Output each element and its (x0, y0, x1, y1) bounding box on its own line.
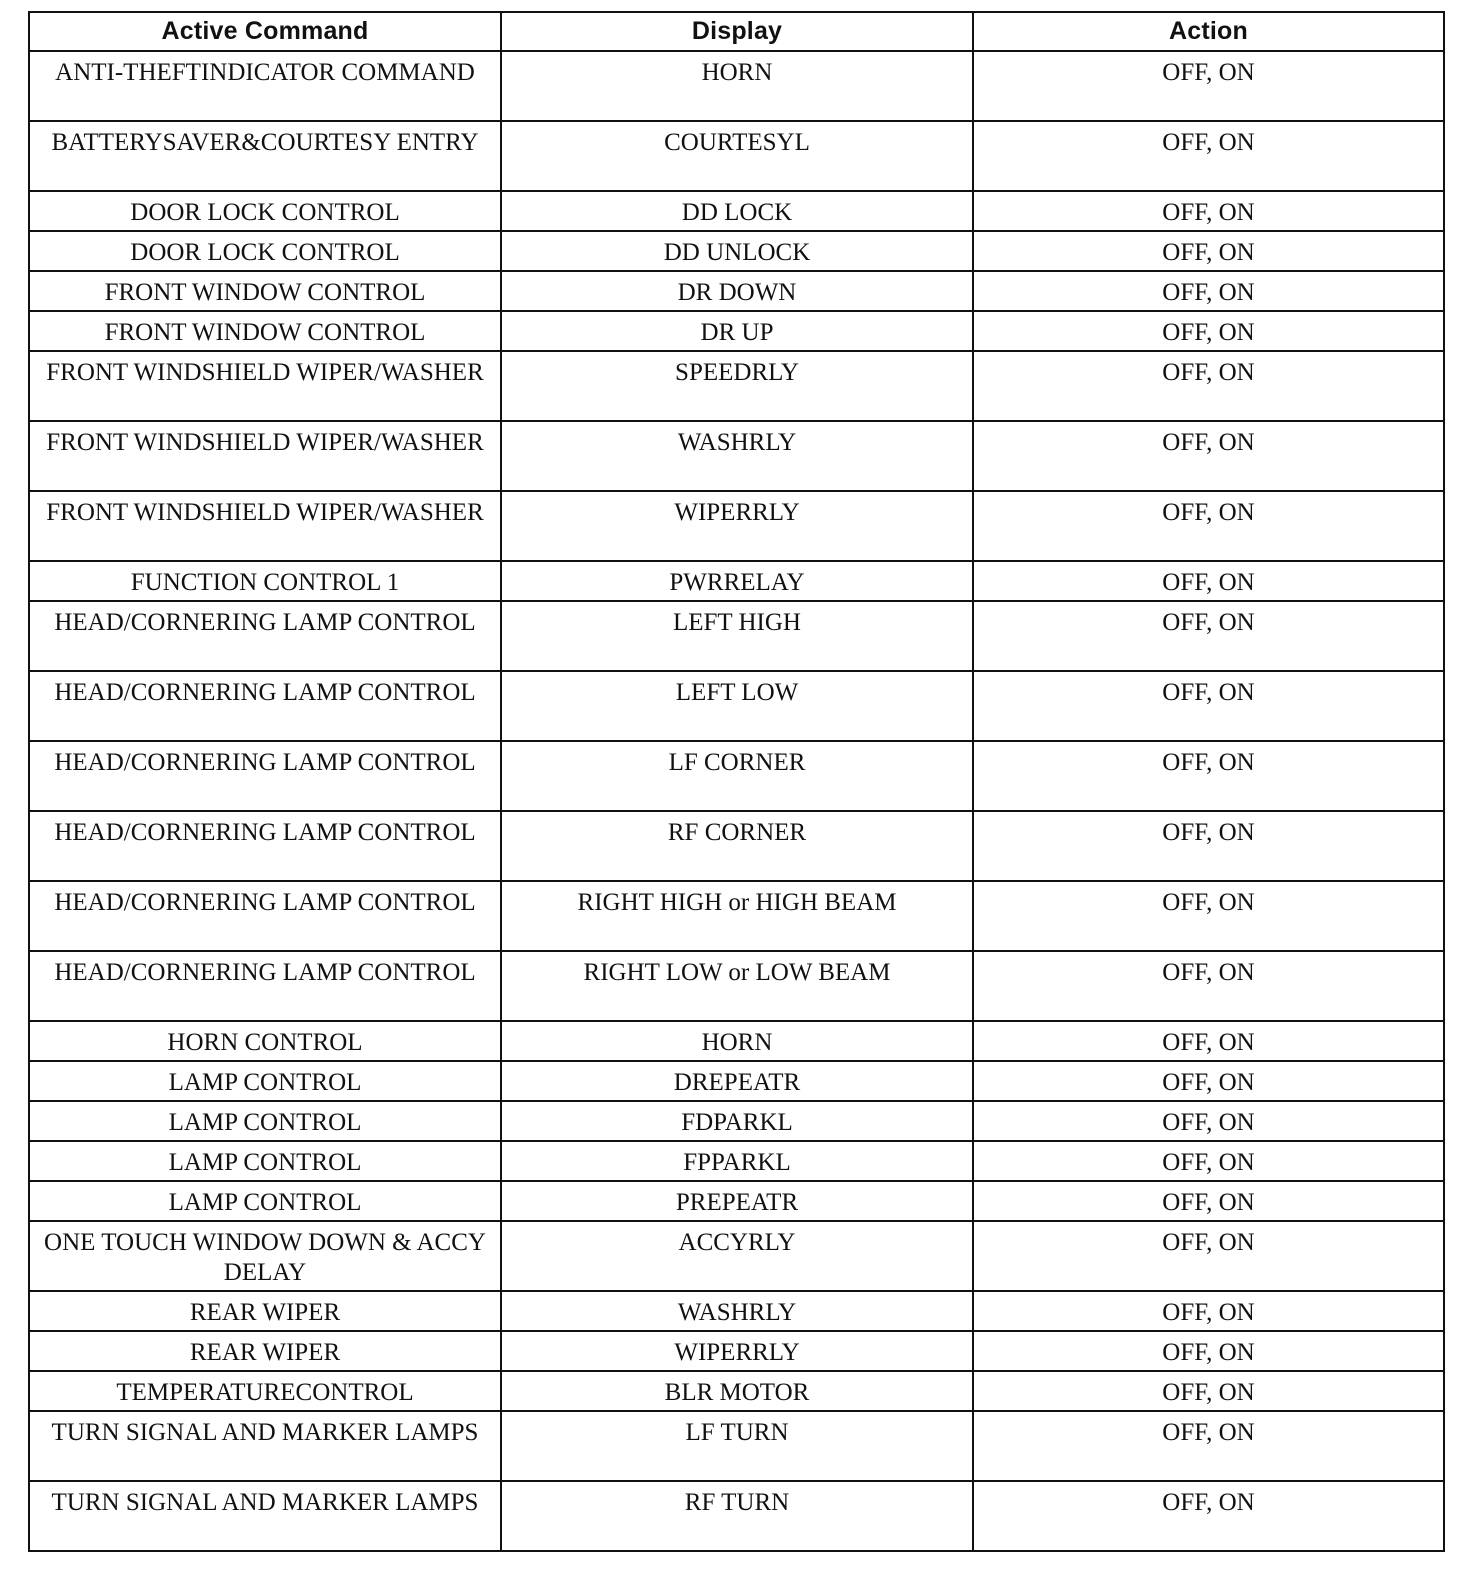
action-cell: OFF, ON (973, 231, 1444, 271)
display-cell: DREPEATR (501, 1061, 973, 1101)
table-row (29, 1411, 1444, 1481)
command-cell: BATTERYSAVER&COURTESY ENTRY (29, 121, 501, 191)
display-cell: LEFT LOW (501, 671, 973, 741)
action-cell: OFF, ON (973, 1061, 1444, 1101)
table-row (29, 741, 1444, 811)
table-body (29, 51, 1444, 1551)
command-cell: DOOR LOCK CONTROL (29, 231, 501, 271)
command-cell: HORN CONTROL (29, 1021, 501, 1061)
display-cell: WASHRLY (501, 1291, 973, 1331)
action-cell: OFF, ON (973, 951, 1444, 1021)
action-cell: OFF, ON (973, 561, 1444, 601)
action-cell: OFF, ON (973, 1371, 1444, 1411)
action-cell: OFF, ON (973, 311, 1444, 351)
table-row (29, 1371, 1444, 1411)
display-cell: DR DOWN (501, 271, 973, 311)
display-cell: DD UNLOCK (501, 231, 973, 271)
table-row (29, 1061, 1444, 1101)
action-cell: OFF, ON (973, 1411, 1444, 1481)
active-command-table-container (28, 11, 1443, 1552)
table-row (29, 881, 1444, 951)
action-cell: OFF, ON (973, 741, 1444, 811)
action-cell: OFF, ON (973, 811, 1444, 881)
action-cell: OFF, ON (973, 881, 1444, 951)
command-cell: ANTI-THEFTINDICATOR COMMAND (29, 51, 501, 121)
header-action: Action (973, 12, 1444, 51)
display-cell: HORN (501, 51, 973, 121)
table-row (29, 121, 1444, 191)
table-row (29, 421, 1444, 491)
action-cell: OFF, ON (973, 191, 1444, 231)
display-cell: SPEEDRLY (501, 351, 973, 421)
table-row (29, 271, 1444, 311)
display-cell: BLR MOTOR (501, 1371, 973, 1411)
action-cell: OFF, ON (973, 271, 1444, 311)
display-cell: COURTESYL (501, 121, 973, 191)
action-cell: OFF, ON (973, 421, 1444, 491)
action-cell: OFF, ON (973, 1291, 1444, 1331)
table-row (29, 951, 1444, 1021)
action-cell: OFF, ON (973, 51, 1444, 121)
command-cell: TEMPERATURECONTROL (29, 1371, 501, 1411)
display-cell: LF TURN (501, 1411, 973, 1481)
table-row (29, 1221, 1444, 1291)
table-row (29, 1481, 1444, 1551)
table-row (29, 1021, 1444, 1061)
command-cell: HEAD/CORNERING LAMP CONTROL (29, 671, 501, 741)
display-cell: HORN (501, 1021, 973, 1061)
table-row (29, 1181, 1444, 1221)
action-cell: OFF, ON (973, 1331, 1444, 1371)
header-active-command: Active Command (29, 12, 501, 51)
display-cell: FPPARKL (501, 1141, 973, 1181)
table-row (29, 1291, 1444, 1331)
command-cell: REAR WIPER (29, 1331, 501, 1371)
action-cell: OFF, ON (973, 671, 1444, 741)
header-row (29, 12, 1444, 51)
action-cell: OFF, ON (973, 491, 1444, 561)
display-cell: WASHRLY (501, 421, 973, 491)
table-row (29, 491, 1444, 561)
command-cell: FRONT WINDOW CONTROL (29, 271, 501, 311)
table-row (29, 191, 1444, 231)
table-row (29, 811, 1444, 881)
display-cell: WIPERRLY (501, 1331, 973, 1371)
action-cell: OFF, ON (973, 601, 1444, 671)
display-cell: ACCYRLY (501, 1221, 973, 1291)
table-row (29, 51, 1444, 121)
table-row (29, 1101, 1444, 1141)
command-cell: LAMP CONTROL (29, 1101, 501, 1141)
command-cell: TURN SIGNAL AND MARKER LAMPS (29, 1411, 501, 1481)
display-cell: PREPEATR (501, 1181, 973, 1221)
display-cell: LF CORNER (501, 741, 973, 811)
display-cell: DD LOCK (501, 191, 973, 231)
header-display: Display (501, 12, 973, 51)
command-cell: FRONT WINDSHIELD WIPER/WASHER (29, 351, 501, 421)
action-cell: OFF, ON (973, 1021, 1444, 1061)
display-cell: FDPARKL (501, 1101, 973, 1141)
table-row (29, 1331, 1444, 1371)
action-cell: OFF, ON (973, 1141, 1444, 1181)
table-row (29, 601, 1444, 671)
command-cell: LAMP CONTROL (29, 1181, 501, 1221)
table-row (29, 351, 1444, 421)
command-cell: HEAD/CORNERING LAMP CONTROL (29, 741, 501, 811)
command-cell: ONE TOUCH WINDOW DOWN & ACCY DELAY (29, 1221, 501, 1291)
display-cell: WIPERRLY (501, 491, 973, 561)
table-row (29, 671, 1444, 741)
display-cell: LEFT HIGH (501, 601, 973, 671)
table-row (29, 311, 1444, 351)
action-cell: OFF, ON (973, 351, 1444, 421)
command-cell: FRONT WINDSHIELD WIPER/WASHER (29, 491, 501, 561)
table-row (29, 1141, 1444, 1181)
command-cell: HEAD/CORNERING LAMP CONTROL (29, 951, 501, 1021)
command-cell: TURN SIGNAL AND MARKER LAMPS (29, 1481, 501, 1551)
display-cell: DR UP (501, 311, 973, 351)
command-cell: HEAD/CORNERING LAMP CONTROL (29, 601, 501, 671)
action-cell: OFF, ON (973, 1181, 1444, 1221)
display-cell: RF CORNER (501, 811, 973, 881)
table-row (29, 231, 1444, 271)
command-cell: FUNCTION CONTROL 1 (29, 561, 501, 601)
command-cell: FRONT WINDOW CONTROL (29, 311, 501, 351)
command-cell: HEAD/CORNERING LAMP CONTROL (29, 811, 501, 881)
command-cell: REAR WIPER (29, 1291, 501, 1331)
display-cell: RIGHT HIGH or HIGH BEAM (501, 881, 973, 951)
active-command-table (28, 11, 1445, 1552)
command-cell: FRONT WINDSHIELD WIPER/WASHER (29, 421, 501, 491)
action-cell: OFF, ON (973, 121, 1444, 191)
display-cell: RF TURN (501, 1481, 973, 1551)
action-cell: OFF, ON (973, 1481, 1444, 1551)
display-cell: RIGHT LOW or LOW BEAM (501, 951, 973, 1021)
command-cell: LAMP CONTROL (29, 1141, 501, 1181)
table-row (29, 561, 1444, 601)
action-cell: OFF, ON (973, 1101, 1444, 1141)
action-cell: OFF, ON (973, 1221, 1444, 1291)
command-cell: LAMP CONTROL (29, 1061, 501, 1101)
command-cell: DOOR LOCK CONTROL (29, 191, 501, 231)
command-cell: HEAD/CORNERING LAMP CONTROL (29, 881, 501, 951)
display-cell: PWRRELAY (501, 561, 973, 601)
